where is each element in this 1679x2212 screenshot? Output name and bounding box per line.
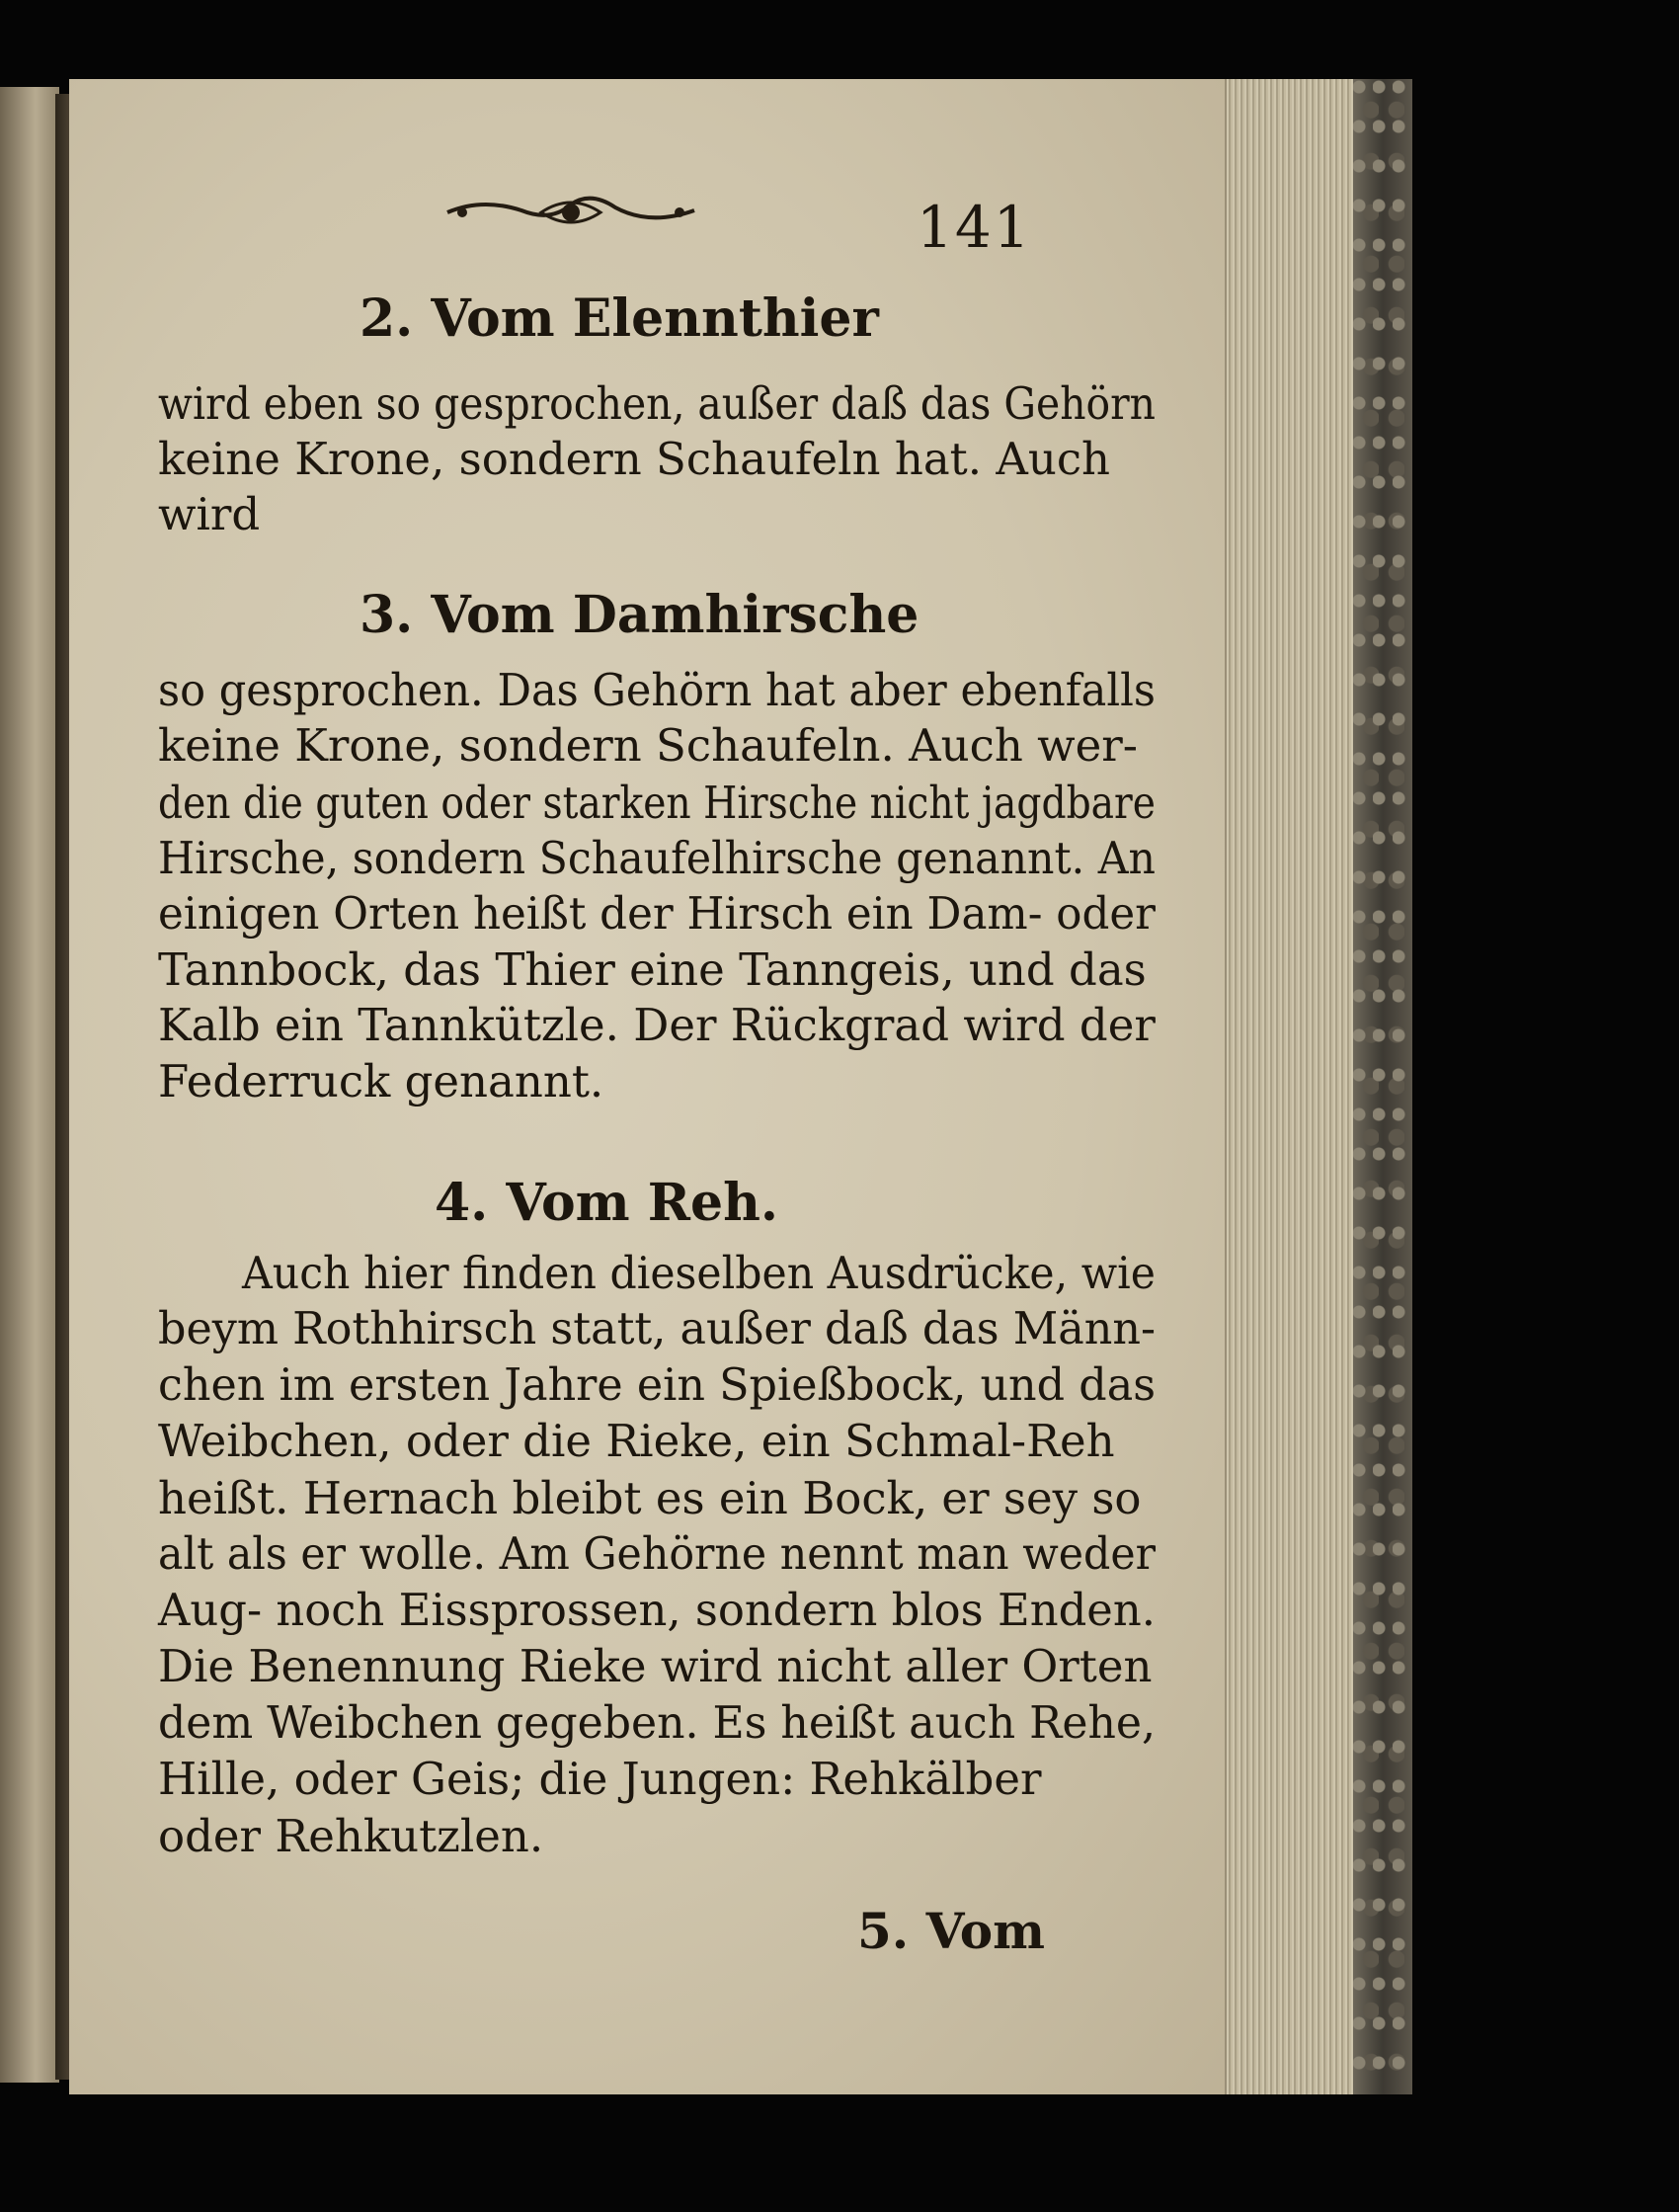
text-line: wird [158,488,261,540]
text-line: keine Krone, sondern Schaufeln hat. Auch [158,433,1111,485]
section-heading: 3. Vom Damhirsche [360,585,919,645]
text-line: den die guten oder starken Hirsche nicht jagdbare [158,777,1156,829]
text-line: dem Weibchen gegeben. Es heißt auch Rehe, [158,1696,1156,1749]
text-line: Kalb ein Tannkützle. Der Rückgrad wird der [158,999,1156,1051]
text-line: Hille, oder Geis; die Jungen: Rehkälber [158,1753,1042,1805]
text-line: keine Krone, sondern Schaufeln. Auch wer- [158,719,1138,772]
text-line: chen im ersten Jahre ein Spießbock, und das [158,1358,1156,1411]
text-line: beym Rothhirsch statt, außer daß das Männ- [158,1302,1156,1354]
text-line: Die Benennung Rieke wird nicht aller Orten [158,1640,1153,1692]
text-line: so gesprochen. Das Gehörn hat aber ebenfalls [158,664,1156,716]
text-line: heißt. Hernach bleibt es ein Bock, er sey so [158,1472,1142,1524]
text-line: einigen Orten heißt der Hirsch ein Dam- oder [158,887,1156,940]
text-line: Auch hier finden dieselben Ausdrücke, wie [242,1247,1156,1299]
text-line: Hirsche, sondern Schaufelhirsche genannt. An [158,832,1156,884]
marbled-cover-edge [1353,79,1412,2094]
text-line: Aug- noch Eissprossen, sondern blos Enden. [158,1584,1156,1636]
page-number: 141 [917,194,1032,261]
section-heading: 4. Vom Reh. [435,1173,778,1233]
text-line: wird eben so gesprochen, außer daß das Gehörn [158,377,1156,430]
text-line: Federruck genannt. [158,1055,604,1107]
text-line: Tannbock, das Thier eine Tanngeis, und das [158,943,1147,996]
text-line: alt als er wolle. Am Gehörne nennt man weder [158,1527,1156,1580]
section-heading: 2. Vom Elennthier [360,288,879,349]
left-page-edge [0,87,59,2083]
text-line: Weibchen, oder die Rieke, ein Schmal-Reh [158,1415,1115,1467]
catchword: 5. Vom [857,1902,1046,1960]
vignette-ornament-icon [442,193,699,232]
page-fore-edge [1225,79,1365,2094]
text-line: oder Rehkutzlen. [158,1810,544,1862]
